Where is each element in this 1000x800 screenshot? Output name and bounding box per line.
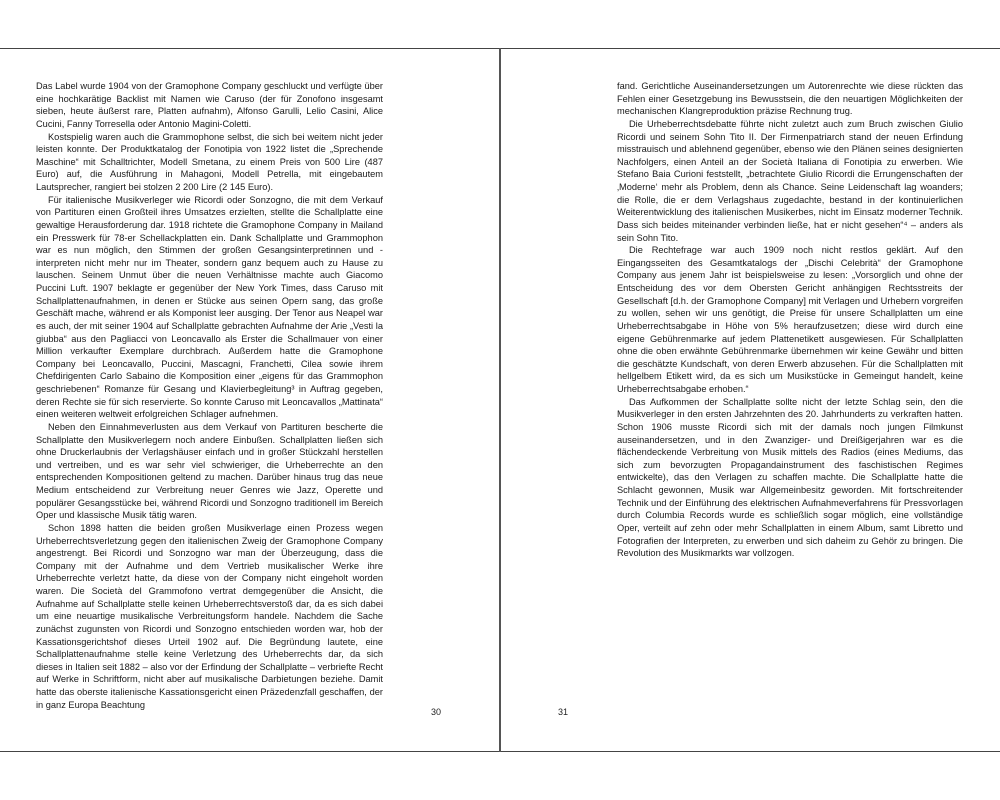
paragraph: Für italienische Musikverleger wie Ricordi oder Sonzogno, die mit dem Verkauf von Partituren einen Großteil ihres Umsatzes erzielten, stellte die Schallplatte eine gewaltige Herausforderung dar. 1918 richtete die Gramophone Company in Mailand ein Presswerk für 78-er Schellackplatten ein. Dank Schallplatte und Grammophon war es nun möglich, den Stimmen der großen Gesangsinterpretinnen und -interpreten nicht mehr nur im Theater, sondern ganz bequem auch zu Hause zu lauschen. Seinem Unmut über die neuen Verhältnisse machte auch Giacomo Puccini Luft. 1907 beklagte er gegenüber der New York Times, dass Caruso mit Schallplattenaufnahmen, in denen er Stücke aus seinen Opern sang, das große Geschäft mache, während er als Komponist leer ausging. Der Tenor aus Neapel war es auch, der mit seiner 1904 auf Schallplatte gebrachten Aufnahme der Arie „Vesti la giubba“ aus den Pagliacci von Leoncavallo als Erster die Schallmauer von einer Million verkaufter Exemplare durchbrach. Außerdem hatte die Gramophone Company bei Leoncavallo, Puccini, Mascagni, Franchetti, Cilea sowie ihrem Chefdirigenten Carlo Sabaino die Komposition einer „eigens für das Grammophon geschriebenen“ Romanze für Gesang und Klavierbegleitung³ in Auftrag gegeben, deren Rechte sie für sich reservierte. So konnte Caruso mit Leoncavallos „Mattinata“ einen weiteren weltweit erfolgreichen Schlager aufnehmen. bbox=[36, 194, 383, 420]
left-page bbox=[36, 80, 383, 711]
paragraph: Schon 1898 hatten die beiden großen Musikverlage einen Prozess wegen Urheberrechtsverletzung gegen den italienischen Zweig der Gramophone Company angestrengt. Bei Ricordi und Sonzogno war man der Überzeugung, dass die Company mit der Aufnahme und dem Vertrieb musikalischer Werke ihre Urheberrechte verletzt hatte, da diese von der Company nicht eingeholt worden waren. Die Società del Grammofono vertrat demgegenüber die Ansicht, die Aufnahme auf Schallplatte stelle keinen Urheberrechtsverstoß dar, da es sich dabei um eine neuartige musikalische Verbreitungsform handele. Nachdem die Sache zunächst zugunsten von Ricordi und Sonzogno entschieden worden war, hob der Kassationsgerichtshof dieses Urteil 1902 auf. Die Begründung lautete, eine Schallplattenaufnahme stelle keine Verletzung des Urheberrechts dar, da sich dieses in Italien seit 1882 – also vor der Erfindung der Schallplatte – verbriefte Recht auf Werke in Schriftform, nicht aber auf musikalische Darbietungen beziehe. Damit hatte das oberste italienische Kassationsgericht einen Präzedenzfall geschaffen, der in ganz Europa Beachtung bbox=[36, 522, 383, 710]
book-gutter bbox=[499, 48, 501, 752]
page-number-right: 31 bbox=[558, 707, 569, 717]
paragraph: Neben den Einnahmeverlusten aus dem Verkauf von Partituren bescherte die Schallplatte den Musikverlegern noch andere Einbußen. Schallplatten ließen sich ohne Druckerlaubnis der Verlagshäuser einfach und in großer Stückzahl herstellen und vertreiben, und es war sehr viel schwieriger, die Urheberrechte an den entsprechenden Kompositionen geltend zu machen. Darüber hinaus trug das neue Medium entscheidend zur Verbreitung neuer Genres wie Jazz, Operette und populärer Gesangsstücke bei, während Ricordi und Sonzogno traditionell im Bereich Oper und klassische Musik tätig waren. bbox=[36, 421, 383, 521]
right-page bbox=[617, 80, 963, 560]
paragraph: Kostspielig waren auch die Grammophone selbst, die sich bei weitem nicht jeder leisten konnte. Der Produktkatalog der Fonotipia von 1922 listet die „Sprechende Maschine“ mit Schalltrichter, Modell Smetana, zu einem Preis von 500 Lire (487 Euro) auf, die Ausführung in Mahagoni, Modell Petrella, mit eingebautem Lautsprecher, rangiert bei stolzen 2 200 Lire (2 145 Euro). bbox=[36, 131, 383, 192]
left-page-text bbox=[36, 80, 383, 711]
paragraph: Die Urheberrechtsdebatte führte nicht zuletzt auch zum Bruch zwischen Giulio Ricordi und seinem Sohn Tito II. Der Firmenpatriarch stand der neuen Erfindung misstrauisch und ablehnend gegenüber, ebenso wie den Plänen seines designierten Nachfolgers, einen Anteil an der Società Italiana di Fonotipia zu erwerben. Wie Stefano Baia Curioni feststellt, „betrachtete Giulio Ricordi die Errungenschaften der ‚Moderne‘ mehr als Problem, denn als Chance. Seine Leidenschaft lag woanders; die Rolle, die er dem Verlagshaus zugedachte, bestand in der kontinuierlichen Weiterentwicklung des italienischen Musikerbes, nicht im Einsatz moderner Technik. Dass sich beides miteinander verbinden ließe, hat er nicht gesehen“⁴ – anders als sein Sohn Tito. bbox=[617, 118, 963, 243]
right-page-text bbox=[617, 80, 963, 560]
paragraph: Die Rechtefrage war auch 1909 noch nicht restlos geklärt. Auf den Eingangsseiten des Gesamtkatalogs der „Dischi Celebrità“ der Gramophone Company aus jenem Jahr ist beispielsweise zu lesen: „Vorsorglich und ohne der Entscheidung des vor dem Obersten Gericht anhängigen Rechtsstreits der Gesellschaft [d.h. der Gramophone Company] mit Verlagen und Urhebern vorgreifen zu wollen, sehen wir uns genötigt, die Preise für unsere Schallplatten um eine Urheberrechtsabgabe in Höhe von 5% heraufzusetzen; diese wird durch eine eigene Gebührenmarke auf jedem Plattenetikett ausgewiesen. Für Schallplatten ohne die oben erwähnte Gebührenmarke übernehmen wir keine Gewähr und bitten die geschätzte Kundschaft, von deren Erwerb abzusehen. Für die Schallplatten mit hellgelbem Etikett wird, da es sich um Musikstücke in Gemeingut handelt, keine Urheberrechtsabgabe erhoben.“ bbox=[617, 245, 963, 394]
paragraph: Das Label wurde 1904 von der Gramophone Company geschluckt und verfügte über eine hochkarätige Backlist mit Namen wie Caruso (der für Zonofono insgesamt sieben, heute äußerst rare, Platten aufnahm), Alfonso Garulli, Lelio Casini, Alice Cucini, Fanny Torresella oder Antonio Magini-Coletti. bbox=[36, 81, 383, 129]
paragraph: Das Aufkommen der Schallplatte sollte nicht der letzte Schlag sein, den die Musikverleger in den ersten Jahrzehnten des 20. Jahrhunderts zu verkraften hatten. Schon 1906 musste Ricordi sich mit der damals noch jungen Filmkunst auseinandersetzen, und in den Zwanziger- und Dreißigerjahren war es die flächendeckende Verbreitung von Musik mittels des Radios (eines Mediums, das sich zum bevorzugten Propagandainstrument des faschistischen Regimes entwickelte), das den Verlagen zu schaffen machte. Die Schallplatte hatte die Schlacht gewonnen, Musik war Allgemeinbesitz geworden. Mit fortschreitender Technik und der Einführung des elektrischen Aufnahmeverfahrens für Pressvorlagen durch Columbia Records wurde es schließlich sogar möglich, eine vollständige Oper, verteilt auf zehn oder mehr Schallplatten in einem Album, samt Libretto und Fotografien der Interpreten, zu erwerben und sich daheim zu Gehör zu bringen. Die Revolution des Musikmarkts war vollzogen. bbox=[617, 396, 963, 559]
paragraph: fand. Gerichtliche Auseinandersetzungen um Autorenrechte wie diese rückten das Fehlen einer Gesetzgebung ins Bewusstsein, die den neuartigen Möglichkeiten der mechanischen Klangreproduktion präzise Rechnung trug. bbox=[617, 81, 963, 117]
page-number-left: 30 bbox=[431, 707, 442, 717]
